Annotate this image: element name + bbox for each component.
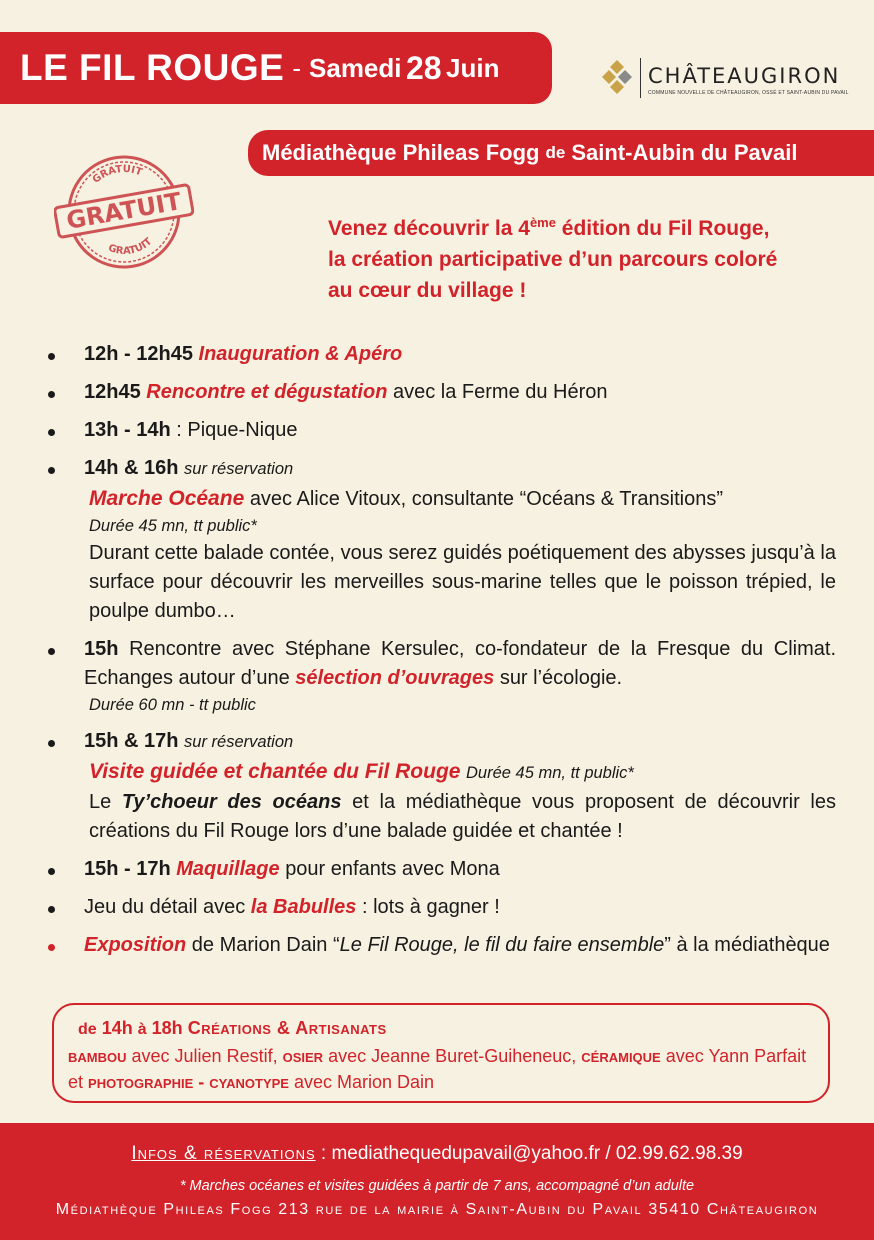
bullet-icon bbox=[48, 467, 55, 474]
footer-address: Médiathèque Phileas Fogg 213 rue de la mairie à Saint-Aubin du Pavail 35410 Châteaugiron bbox=[55, 1201, 819, 1218]
bullet-icon bbox=[48, 391, 55, 398]
title-banner bbox=[0, 32, 552, 104]
date-month: Juin bbox=[446, 52, 500, 83]
program-item: Exposition de Marion Dain “Le Fil Rouge, le fil du faire ensemble” à la médiathèque bbox=[46, 931, 836, 960]
bullet-icon bbox=[48, 906, 55, 913]
creations-list: bambou avec Julien Restif, osier avec Jeanne Buret-Guiheneuc, céramique avec Yann Parfait et photographie - cyanotype avec Marion Dain bbox=[68, 1046, 807, 1092]
logo-wordmark: CHÂTEAUGIRON bbox=[648, 64, 841, 88]
bullet-icon bbox=[48, 353, 55, 360]
program-list bbox=[46, 340, 836, 969]
bullet-icon bbox=[48, 429, 55, 436]
venue-name: Médiathèque Phileas Fogg bbox=[262, 140, 540, 165]
bullet-icon bbox=[48, 648, 55, 655]
venue-place: Saint-Aubin du Pavail bbox=[571, 140, 798, 165]
date-day: 28 bbox=[405, 49, 442, 86]
title-separator: - bbox=[292, 52, 302, 83]
program-item: 13h - 14h : Pique-Nique bbox=[46, 416, 836, 445]
creations-box bbox=[52, 1003, 830, 1103]
event-title: LE FIL ROUGE bbox=[20, 47, 285, 88]
program-item: 12h - 12h45 Inauguration & Apéro bbox=[46, 340, 836, 369]
venue-connector: de bbox=[545, 143, 566, 162]
infos-label: Infos & réservations bbox=[131, 1143, 316, 1164]
logo-mark-icon bbox=[602, 60, 632, 96]
stamp-top-text: GRATUIT bbox=[90, 163, 144, 186]
footer-infos: Infos & réservations : mediathequedupavail@yahoo.fr / 02.99.62.98.39 bbox=[131, 1143, 743, 1164]
bullet-icon bbox=[48, 740, 55, 747]
svg-text:GRATUIT bbox=[105, 235, 156, 261]
program-item: 12h45 Rencontre et dégustation avec la Ferme du Héron bbox=[46, 378, 836, 407]
gratuit-stamp bbox=[54, 152, 194, 272]
program-item: Jeu du détail avec la Babulles : lots à gagner ! bbox=[46, 893, 836, 922]
bullet-icon bbox=[48, 868, 55, 875]
footer-footnote: * Marches océanes et visites guidées à partir de 7 ans, accompagné d’un adulte bbox=[179, 1178, 695, 1194]
footer bbox=[0, 1123, 874, 1240]
program-item: 14h & 16h sur réservation Marche Océane avec Alice Vitoux, consultante “Océans & Transitions” Durée 45 mn, tt public* Durant cette balade contée, vous serez guidés poétiquement des abysses jusqu’à la surface pour découvrir les merveilles sous-marine telles que le poisson trépied, le poulpe dumbo… bbox=[46, 454, 836, 626]
program-item: 15h - 17h Maquillage pour enfants avec Mona bbox=[46, 855, 836, 884]
chateaugiron-logo bbox=[600, 58, 850, 102]
venue-banner bbox=[248, 130, 874, 176]
stamp-label: GRATUIT bbox=[64, 187, 184, 235]
stamp-bottom-text: GRATUIT bbox=[106, 236, 155, 258]
program-item: 15h Rencontre avec Stéphane Kersulec, co-fondateur de la Fresque du Climat. Echanges autour d’une sélection d’ouvrages sur l’écologie. Durée 60 mn - tt public bbox=[46, 635, 836, 718]
date-prefix: Samedi bbox=[309, 52, 402, 83]
contact-link[interactable]: mediathequedupavail@yahoo.fr / 02.99.62.98.39 bbox=[331, 1143, 743, 1164]
bullet-icon bbox=[48, 944, 55, 951]
creations-heading: de 14h à 18h Créations & Artisanats bbox=[78, 1018, 387, 1038]
intro-text: Venez découvrir la 4ème édition du Fil Rouge, la création participative d’un parcours coloré au cœur du village ! bbox=[328, 215, 778, 302]
logo-subtitle: COMMUNE NOUVELLE DE CHÂTEAUGIRON, OSSÉ ET SAINT-AUBIN DU PAVAIL bbox=[648, 90, 849, 96]
program-item: 15h & 17h sur réservation Visite guidée et chantée du Fil Rouge Durée 45 mn, tt public* Le Ty’choeur des océans et la médiathèque vous proposent de découvrir les créations du Fil Rouge lors d’une balade guidée et chantée ! bbox=[46, 727, 836, 846]
